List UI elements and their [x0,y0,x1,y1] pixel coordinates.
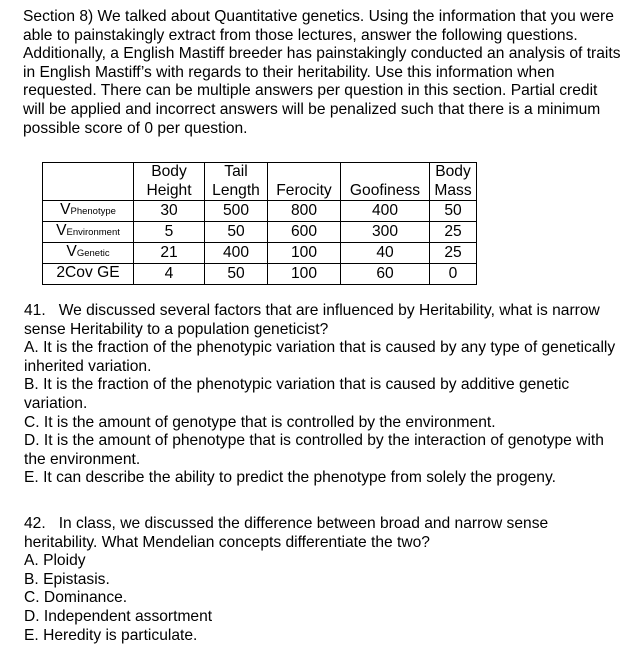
table-cell: 50 [205,264,268,285]
table-cell: 0 [430,264,477,285]
question-42-option-b: B. Epistasis. [24,570,110,588]
table-header-row [43,163,477,201]
table-row [43,201,477,222]
table-cell: 100 [268,264,341,285]
section-intro: Section 8) We talked about Quantitative genetics. Using the information that you were able to painstakingly extract from those lectures, answer the following questions. Additionally, a English Mastiff breeder has painstakingly conducted an analysis of traits in English Mastiff’s with regards to their heritability. Use this information when requested. There can be multiple answers per question in this section. Partial credit will be applied and incorrect answers will be penalized such that there is a minimum possible score of 0 per question. [23,8,621,137]
question-42-number: 42. [24,515,46,532]
question-41-option-b: B. It is the fraction of the phenotypic variation that is caused by additive genetic variation. [24,376,570,412]
header-body-mass: Body Mass [430,163,477,201]
table-cell: 400 [205,243,268,264]
question-42-option-a: A. Ploidy [24,552,86,570]
question-42-option-e: E. Heredity is particulate. [24,626,198,644]
question-41-option-d: D. It is the amount of phenotype that is controlled by the interaction of genotype with the environment. [24,432,604,468]
question-41-option-e: E. It can describe the ability to predict the phenotype from solely the progeny. [24,469,556,487]
heritability-table [42,162,477,285]
table-row [43,243,477,264]
question-42 [24,515,620,645]
table-cell: 4 [134,264,205,285]
table-cell: 300 [341,222,430,243]
table-cell: 800 [268,201,341,222]
header-body-height: Body Height [134,163,205,201]
table-cell: 60 [341,264,430,285]
table-cell: 25 [430,222,477,243]
table-cell: 40 [341,243,430,264]
table-row [43,264,477,285]
question-42-option-d: D. Independent assortment [24,607,213,625]
question-41-option-a: A. It is the fraction of the phenotypic variation that is caused by any type of genetically inherited variation. [24,339,616,375]
row-label-v-genetic: VGenetic [43,243,134,264]
row-label-v-phenotype: VPhenotype [43,201,134,222]
table-cell: 100 [268,243,341,264]
question-42-stem: 42. In class, we discussed the difference between broad and narrow sense heritability. What Mendelian concepts differentiate the two? [24,515,549,551]
table-cell: 21 [134,243,205,264]
header-ferocity: Ferocity [268,163,341,201]
table-cell: 600 [268,222,341,243]
question-41-stem: 41. We discussed several factors that are influenced by Heritability, what is narrow sense Heritability to a population geneticist? [24,302,600,338]
row-label-v-environment: VEnvironment [43,222,134,243]
question-41-option-c: C. It is the amount of genotype that is controlled by the environment. [24,413,496,431]
table-cell: 30 [134,201,205,222]
question-41-number: 41. [24,302,46,319]
table-cell: 5 [134,222,205,243]
table-cell: 500 [205,201,268,222]
table-cell: 25 [430,243,477,264]
header-goofiness: Goofiness [341,163,430,201]
header-corner [43,163,134,201]
question-42-option-c: C. Dominance. [24,589,128,607]
table-cell: 400 [341,201,430,222]
header-tail-length: Tail Length [205,163,268,201]
question-41 [24,302,620,488]
table-cell: 50 [430,201,477,222]
row-label-2cov-ge: 2Cov GE [43,264,134,285]
table-row [43,222,477,243]
table-cell: 50 [205,222,268,243]
